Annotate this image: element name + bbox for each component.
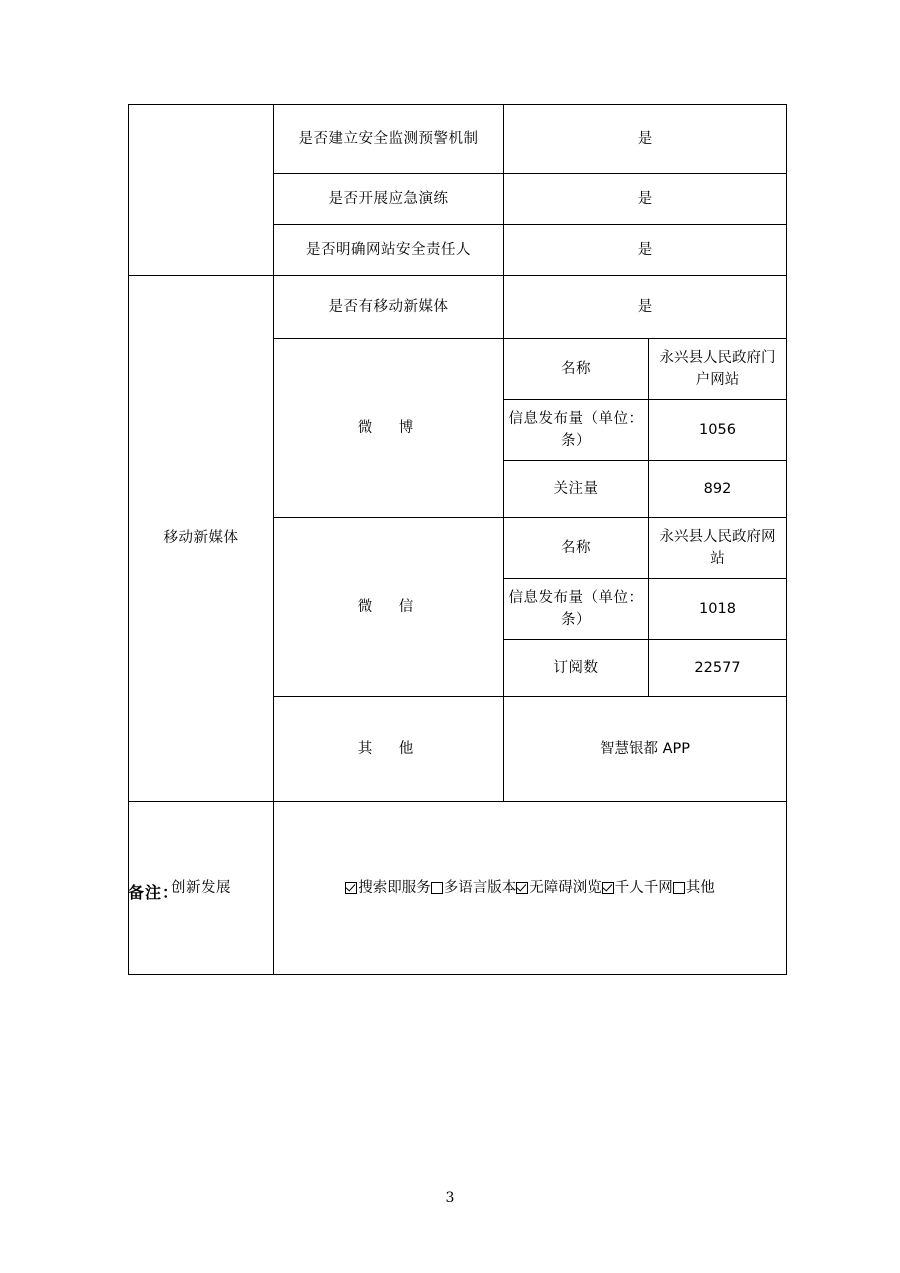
table-row [129, 802, 787, 975]
other-media-value: 智慧银都 APP [504, 697, 787, 802]
innovation-option-1[interactable] [431, 877, 517, 899]
innovation-option-label: 千人千网 [614, 879, 673, 896]
weibo-publish-label: 信息发布量（单位：条） [504, 400, 649, 461]
remark-label: 备注： [128, 883, 180, 902]
weixin-publish-label: 信息发布量（单位：条） [504, 579, 649, 640]
weibo-follow-label: 关注量 [504, 461, 649, 518]
innovation-option-label: 搜索即服务 [358, 879, 431, 896]
has-mobile-media-label: 是否有移动新媒体 [274, 276, 504, 339]
weixin-publish-value: 1018 [649, 579, 787, 640]
weixin-name-value: 永兴县人民政府网站 [649, 518, 787, 579]
weibo-label: 微 博 [274, 339, 504, 518]
other-media-label: 其 他 [274, 697, 504, 802]
weixin-subscribe-value: 22577 [649, 640, 787, 697]
page-number: 3 [445, 1190, 455, 1206]
security-section-cell [129, 105, 274, 276]
security-monitor-value: 是 [504, 105, 787, 174]
innovation-checkbox-group [278, 877, 782, 899]
checkbox-checked-icon[interactable] [516, 882, 528, 894]
innovation-option-0[interactable] [345, 877, 431, 899]
security-owner-value: 是 [504, 225, 787, 276]
innovation-option-label: 其他 [685, 879, 715, 896]
emergency-drill-label: 是否开展应急演练 [274, 174, 504, 225]
checkbox-icon[interactable] [431, 882, 443, 894]
weibo-name-label: 名称 [504, 339, 649, 400]
has-mobile-media-value: 是 [504, 276, 787, 339]
checkbox-checked-icon[interactable] [602, 882, 614, 894]
security-monitor-label: 是否建立安全监测预警机制 [274, 105, 504, 174]
innovation-option-label: 多语言版本 [443, 879, 517, 896]
checkbox-icon[interactable] [673, 882, 685, 894]
emergency-drill-value: 是 [504, 174, 787, 225]
weibo-follow-value: 892 [649, 461, 787, 518]
table-row [129, 105, 787, 174]
innovation-option-3[interactable] [602, 877, 673, 899]
weibo-name-value: 永兴县人民政府门户网站 [649, 339, 787, 400]
weixin-subscribe-label: 订阅数 [504, 640, 649, 697]
weixin-label: 微 信 [274, 518, 504, 697]
table-row [129, 276, 787, 339]
website-report-table [128, 104, 787, 975]
innovation-option-2[interactable] [516, 877, 602, 899]
weibo-publish-value: 1056 [649, 400, 787, 461]
innovation-options-cell [274, 802, 787, 975]
innovation-option-4[interactable] [673, 877, 715, 899]
weixin-name-label: 名称 [504, 518, 649, 579]
innovation-option-label: 无障碍浏览 [529, 879, 602, 896]
checkbox-checked-icon[interactable] [345, 882, 357, 894]
mobile-media-section-label: 移动新媒体 [129, 276, 274, 802]
innovation-section-label: 创新发展 [129, 802, 274, 975]
security-owner-label: 是否明确网站安全责任人 [274, 225, 504, 276]
